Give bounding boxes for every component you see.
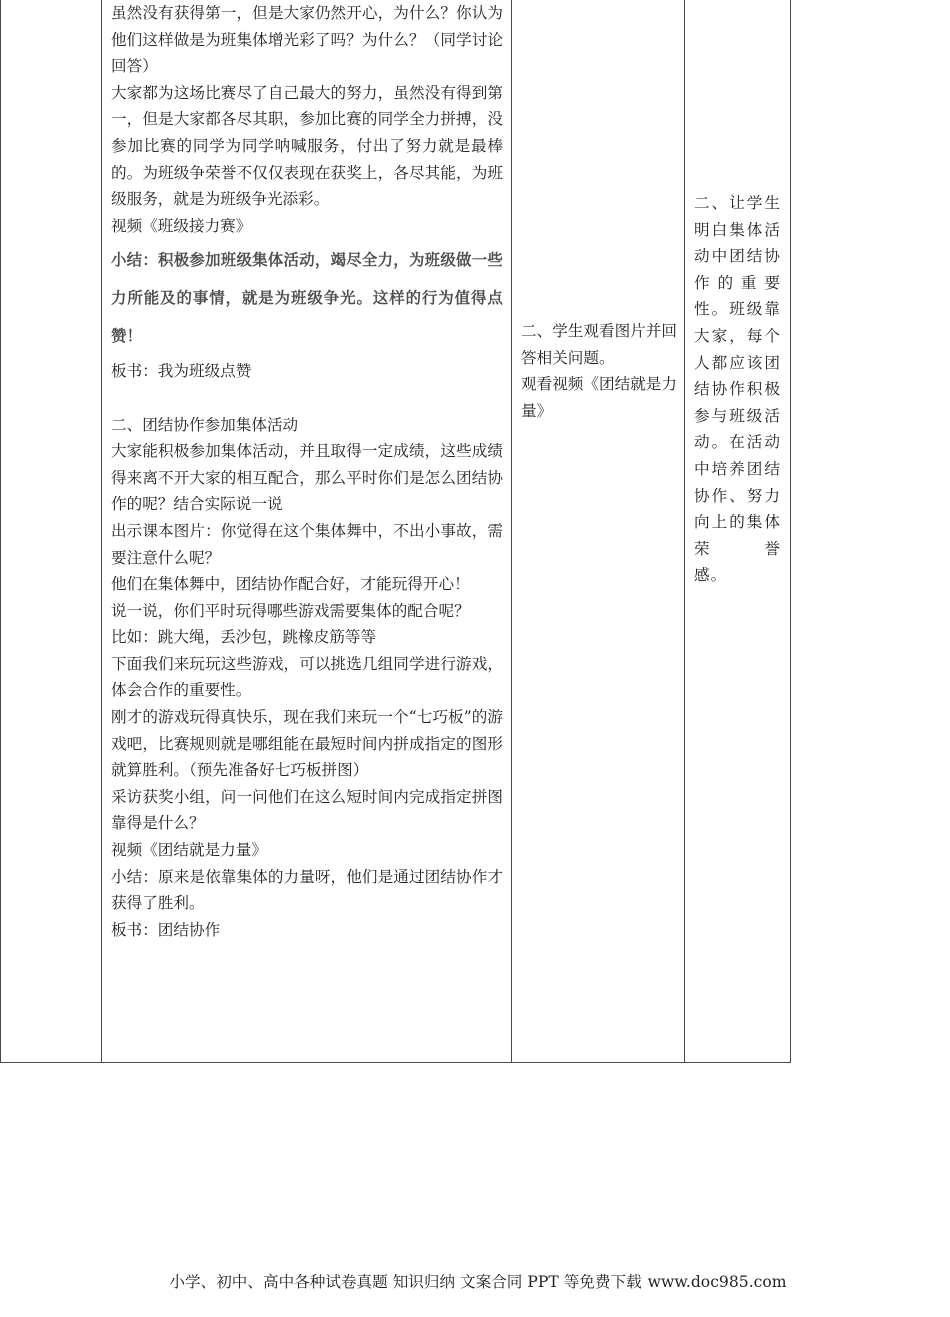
page-footer (0, 1270, 950, 1294)
student-activity-cell (521, 318, 677, 424)
video-title-unity: 视频《团结就是力量》 (111, 841, 267, 860)
design-intent-cell (694, 190, 781, 589)
blank-line (111, 385, 503, 412)
summary-image: 小结：积极参加班级集体活动，竭尽全力，为班级做一些力所能及的事情，就是为班级争光。这样的行为值得点赞！ (111, 251, 503, 346)
footer-text: 小学、初中、高中各种试卷真题 知识归纳 文案合同 PPT 等免费下载 (169, 1273, 642, 1291)
footer-url[interactable]: www.doc985.com (647, 1273, 787, 1291)
student-activity-2: 观看视频《团结就是力量》 (521, 375, 677, 420)
paragraph-dance: 他们在集体舞中，团结协作配合好，才能玩得开心！ (111, 575, 470, 594)
intro-question: 虽然没有获得第一，但是大家仍然开心，为什么？你认为他们这样做是为班集体增光彩了吗？为什么？（同学讨论回答） (111, 4, 503, 76)
table-divider-1 (101, 0, 102, 1062)
paragraph-interview: 采访获奖小组，问一问他们在这么短时间内完成指定拼图靠得是什么？ (111, 787, 503, 833)
paragraph-textbook-image: 出示课本图片：你觉得在这个集体舞中，不出小事故，需要注意什么呢？ (111, 521, 503, 567)
paragraph-cooperation-intro: 大家能积极参加集体活动，并且取得一定成绩，这些成绩得来离不开大家的相互配合，那么平时你们是怎么团结协作的呢？结合实际说一说 (111, 442, 503, 514)
table-border-left (0, 0, 1, 1062)
summary-2: 小结：原来是依靠集体的力量呀，他们是通过团结协作才获得了胜利。 (111, 867, 503, 913)
design-intent-text: 二、让学生明白集体活动中团结协作的重要性。班级靠大家，每个人都应该团结协作积极参与班级活动。在活动中培养团结协作、努力向上的集体荣誉 (694, 194, 781, 558)
table-border-bottom (0, 1062, 791, 1063)
table-border-right (790, 0, 791, 1062)
table-divider-3 (684, 0, 685, 1062)
table-divider-2 (511, 0, 512, 1062)
paragraph-tangram: 刚才的游戏玩得真快乐，现在我们来玩一个“七巧板”的游戏吧，比赛规则就是哪组能在最短时间内拼成指定的图形就算胜利。（预先准备好七巧板拼图） (111, 708, 503, 780)
design-intent-last-line: 感。 (694, 566, 728, 585)
video-title-relay: 视频《班级接力赛》 (111, 216, 252, 235)
intro-answer: 大家都为这场比赛尽了自己最大的努力，虽然没有得到第一，但是大家都各尽其职，参加比赛的同学全力拼搏，没参加比赛的同学为同学呐喊服务，付出了努力就是最棒的。为班级争荣誉不仅仅表现在获奖上，各尽其能，为班级服务，就是为班级争光添彩。 (111, 83, 503, 209)
student-activity-1: 二、学生观看图片并回答相关问题。 (521, 322, 677, 367)
teaching-process-cell (111, 0, 503, 943)
paragraph-games-examples: 比如：跳大绳，丢沙包，跳橡皮筋等等 (111, 628, 377, 647)
paragraph-games-question: 说一说，你们平时玩得哪些游戏需要集体的配合呢？ (111, 601, 470, 620)
paragraph-play-games: 下面我们来玩玩这些游戏，可以挑选几组同学进行游戏，体会合作的重要性。 (111, 654, 503, 700)
board-writing-1: 板书：我为班级点赞 (111, 362, 252, 381)
section-title: 二、团结协作参加集体活动 (111, 415, 299, 434)
board-writing-2: 板书：团结协作 (111, 920, 221, 939)
